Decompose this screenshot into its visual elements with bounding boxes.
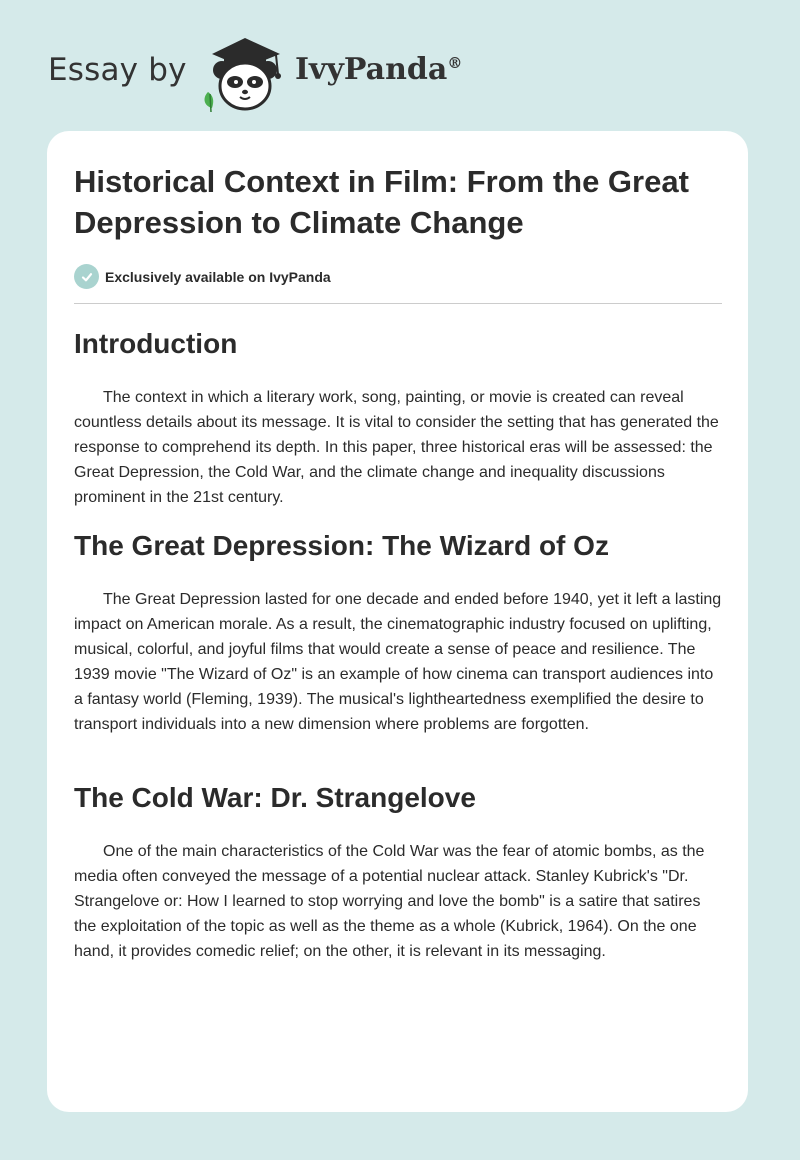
exclusive-badge-label: Exclusively available on IvyPanda xyxy=(105,268,331,285)
section-text-introduction: The context in which a literary work, song, painting, or movie is created can reveal countless details about its message. It is vital to consider the setting that has generated the response to comprehend its depth. In this paper, three historical eras will be assessed: the Great Depression, the Cold War, and the climate change and inequality discussions prominent in the 21st century. xyxy=(74,389,719,506)
panda-logo-icon[interactable] xyxy=(200,34,290,114)
brand-name-text: IvyPanda xyxy=(295,52,448,87)
section-heading-introduction: Introduction xyxy=(74,328,238,359)
section-text-cold-war: One of the main characteristics of the Cold War was the fear of atomic bombs, as the media often conveyed the message of a potential nuclear attack. Stanley Kubrick's "Dr. Strangelove or: How I learned to stop worrying and love the bomb" is a satire that satires the exploitation of the topic as well as the theme as a whole (Kubrick, 1964). On the one hand, it provides comedic relief; on the other, it is relevant in its messaging. xyxy=(74,843,705,960)
essay-title: Historical Context in Film: From the Great Depression to Climate Change xyxy=(74,164,689,240)
site-header xyxy=(48,30,568,110)
essay-by-label: Essay by xyxy=(48,52,187,88)
section-text-great-depression: The Great Depression lasted for one decade and ended before 1940, yet it left a lasting impact on American morale. As a result, the cinematographic industry focused on uplifting, musical, colorful, and joyful films that would create a sense of peace and resilience. The 1939 movie "The Wizard of Oz" is an example of how cinema can transport audiences into a fantasy world (Fleming, 1939). The musical's lightheartedness exemplified the desire to transport individuals into a new dimension where problems are forgotten. xyxy=(74,591,722,733)
section-heading-great-depression: The Great Depression: The Wizard of Oz xyxy=(74,530,609,561)
exclusive-badge xyxy=(74,264,331,289)
essay-card xyxy=(47,131,748,1112)
section-heading-cold-war: The Cold War: Dr. Strangelove xyxy=(74,782,476,813)
registered-mark: ® xyxy=(447,54,463,72)
brand-name[interactable] xyxy=(295,52,462,87)
title-divider xyxy=(74,303,722,304)
check-icon xyxy=(74,264,99,289)
